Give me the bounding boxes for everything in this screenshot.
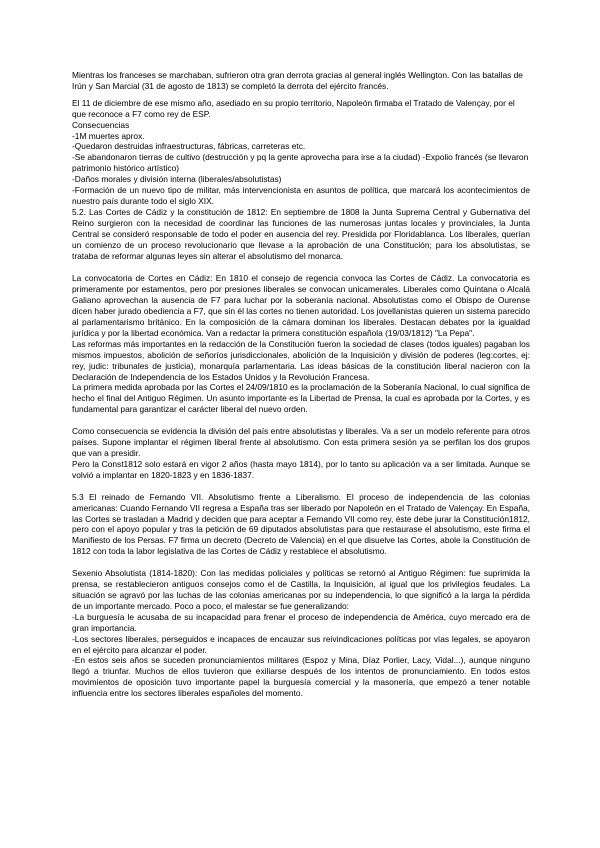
paragraph-wellington: Mientras los franceses se marchaban, sufrieron otra gran derrota gracias al general inglés Wellington. Con las batallas de Irún y San Marcial (31 de agosto de 1813) se completó la derrota del ejército francés. <box>72 70 523 91</box>
list-item-liberales: -Los sectores liberales, perseguidos e incapaces de encauzar sus reivindicaciones políticas por vías legales, se apoyaron en el ejército para alcanzar el poder. <box>72 633 530 655</box>
list-item-muertes: -1M muertes aprox. <box>72 130 145 141</box>
paragraph-reformas: Las reformas más importantes en la redacción de la Constitución fueron la sociedad de clases (todos iguales) pagaban los mismos impuestos, abolición de señoríos jurisdiccionales, abolición de la Inquisición y división de poderes (leg:cortes, ej: rey, judic: tribunales de justicia), monarquía parlamentaria. Las ideas básicas de la constitución liberal nacieron con la Declaración de Independencia de los Estados Unidos y la Revolución Francesa. <box>72 338 530 382</box>
section-5-2: 5.2. Las Cortes de Cádiz y la constitución de 1812: En septiembre de 1808 la Junta Suprema Central y Gubernativa del Reino surgieron con la necesidad de coordinar las funciones de las numerosas juntas locales y provinciales, la Junta Central se consideró responsable de todo el poder en ausencia del rey. Presidida por Floridablanca. Los liberales, querían un comienzo de un proceso revolucionario que llevase a la aprobación de una Constitución; para los absolutistas, se trataba de reformar algunas leyes sin alterar el absolutismo del monarca. <box>72 206 530 261</box>
paragraph-convocatoria: La convocatoria de Cortes en Cádiz: En 1810 el consejo de regencia convoca las Cortes de Cádiz. La convocatoria es primeramente por estamentos, pero por presiones liberales se convocan unicamerales. Liberales como Quintana o Alcalá Galiano aprovechan la ausencia de F7 para luchar por la soberanía nacional. Absolutistas como el Obispo de Ourense dicen haber jurado obediencia a F7, que sin él las cortes no tienen autoridad. Los jovellanistas quieren un sistema parecido al parlamentarismo británico. En la composición de la cámara dominan los liberales. Destacan debates por la igualdad jurídica y por la libertad económica. Van a redactar la primera constitución española (19/03/1812) "La Pepa". <box>72 273 530 338</box>
paragraph-const1812: Pero la Const1812 solo estará en vigor 2 años (hasta mayo 1814), por lo tanto su aplicación va a ser limitada. Aunque se volvió a implantar en 1820-1823 y en 1836-1837. <box>72 458 530 480</box>
paragraph-sexenio: Sexenio Absolutista (1814-1820): Con las medidas policiales y políticas se retornó al Antiguo Régimen: fue suprimida la prensa, se restablecieron antiguos consejos como el de Castilla, la Inquisición, al igual que los privilegios feudales. La situación se agravó por las luchas de las colonias americanas por su independencia, lo que significó a la larga la pérdida de un importante mercado. Poco a poco, el malestar se fue generalizando: <box>72 568 530 611</box>
list-item-burguesia: -La burguesía le acusaba de su incapacidad para frenar el proceso de independencia de América, cuyo mercado era de gran importancia. <box>72 611 530 633</box>
document-page <box>72 70 530 699</box>
list-item-tierras: -Se abandonaron tierras de cultivo (destrucción y pq la gente aprovecha para irse a la ciudad) -Expolio francés (se llevaron patrimonio histórico artístico) <box>72 152 529 174</box>
list-item-militar: -Formación de un nuevo tipo de militar, más intervencionista en asuntos de política, que marcará los acontecimientos de nuestro país durante todo el siglo XIX. <box>72 185 530 206</box>
paragraph-primera-medida: La primera medida aprobada por las Cortes el 24/09/1810 es la proclamación de la Soberanía Nacional, lo cual significa de hecho el final del Antiguo Régimen. Un asunto importante es la Libertad de Prensa, la cual es aprobada por la Cortes, y es fundamental para garantizar el carácter liberal del nuevo orden. <box>72 382 530 415</box>
paragraph-consecuencia: Como consecuencia se evidencia la división del país entre absolutistas y liberales. Va a ser un modelo referente para otros países. Supone implantar el régimen liberal frente al absolutismo. Con esta primera sesión ya se perfilan los dos grupos que van a presidir. <box>72 426 530 458</box>
list-item-pronunciamientos: -En estos seis años se suceden pronunciamientos militares (Espoz y Mina, Díaz Porlier, Lacy, Vidal...), aunque ninguno llegó a triunfar. Muchos de ellos tuvieron que exiliarse después de los intentos de pronunciamiento. En todos estos movimientos de oposición tuvo importante papel la burguesía comercial y la masonería, que empezó a tener notable influencia entre los sectores liberales españoles del momento. <box>72 655 530 699</box>
paragraph-valencay: El 11 de diciembre de ese mismo año, asediado en su propio territorio, Napoleón firmaba el Tratado de Valençay, por el que reconoce a F7 como rey de ESP. <box>72 97 515 119</box>
list-item-infraestructuras: -Quedaron destruidas infraestructuras, fábricas, carreteras etc. <box>72 141 306 152</box>
list-item-danos: -Daños morales y división interna (liberales/absolutistas) <box>72 174 282 185</box>
section-5-3: 5.3 El reinado de Fernando VII. Absolutismo frente a Liberalismo. El proceso de independencia de las colonias americanas: Cuando Fernando VII regresa a España tras ser liberado por Napoleón en el Tratado de Valençay. En España, las Cortes se trasladan a Madrid y deciden que para aceptar a Fernando VII como rey, éste debe jurar la Constitución1812, pero con el apoyo popular y tras la petición de 69 diputados absolutistas para que restaurase el absolutismo, este firma el Manifiesto de los Persas. F7 firma un decreto (Decreto de Valencia) en el que disuelve las Cortes, abole la Constitución de 1812 con toda la labor legislativa de las Cortes de Cádiz y restablece el absolutismo. <box>72 491 530 557</box>
heading-consecuencias: Consecuencias <box>72 119 130 130</box>
